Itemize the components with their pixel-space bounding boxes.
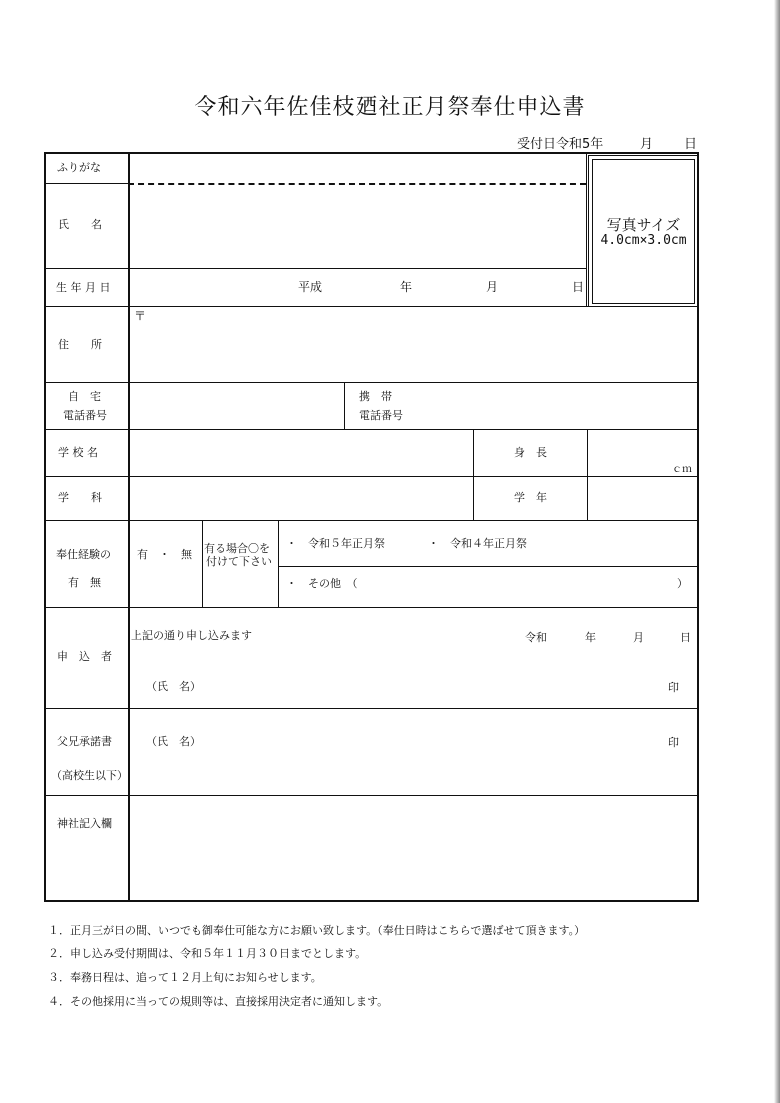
dept-label: 学 科 xyxy=(58,491,102,504)
guardian-seal: 印 xyxy=(668,736,679,749)
experience-close-paren: ） xyxy=(677,577,688,590)
receipt-month: 月 xyxy=(640,137,654,152)
address-label: 住 所 xyxy=(58,338,102,351)
experience-yes-no: 有 ・ 無 xyxy=(137,548,192,561)
applicant-day: 日 xyxy=(680,631,691,644)
birthday-era: 平成 xyxy=(298,280,323,294)
grade-label: 学 年 xyxy=(514,491,547,504)
applicant-statement: 上記の通り申し込みます xyxy=(131,629,252,642)
note-1: １．正月三が日の間、いつでも御奉仕可能な方にお願い致します。（奉仕日時はこちらで選ばせて頂きます。） xyxy=(48,924,586,937)
experience-choice-r5: ・ 令和５年正月祭 xyxy=(286,537,385,550)
note-2: ２．申し込み受付期間は、令和５年１１月３０日までとします。 xyxy=(48,947,367,960)
experience-label-2: 有 無 xyxy=(68,576,101,589)
furigana-label: ふりがな xyxy=(57,161,101,174)
home-phone-label-2: 電話番号 xyxy=(63,409,107,422)
applicant-name-label: （氏 名） xyxy=(146,680,201,693)
mobile-phone-label-2: 電話番号 xyxy=(359,409,403,422)
applicant-month: 月 xyxy=(633,631,644,644)
birthday-year: 年 xyxy=(400,280,413,294)
applicant-year: 年 xyxy=(585,631,596,644)
applicant-label: 申 込 者 xyxy=(57,650,112,663)
scan-edge-shadow xyxy=(774,0,780,1103)
home-phone-label-1: 自 宅 xyxy=(68,390,101,403)
shrine-use-label: 神社記入欄 xyxy=(57,817,112,830)
guardian-sub-label: （高校生以下） xyxy=(51,769,128,782)
birthday-month: 月 xyxy=(486,280,499,294)
applicant-seal: 印 xyxy=(668,681,679,694)
height-label: 身 長 xyxy=(514,446,547,459)
note-3: ３．奉務日程は、追って１２月上旬にお知らせします。 xyxy=(48,971,322,984)
experience-note-1: 有る場合〇を xyxy=(204,542,270,555)
applicant-era: 令和 xyxy=(525,631,547,644)
guardian-label: 父兄承諾書 xyxy=(57,735,112,748)
height-unit: ｃｍ xyxy=(672,464,692,475)
birthday-day: 日 xyxy=(572,280,585,294)
experience-choice-other: ・ その他 （ xyxy=(286,577,358,590)
photo-size-label: 写真サイズ xyxy=(606,216,681,234)
guardian-name-label: （氏 名） xyxy=(146,735,201,748)
experience-note-2: 付けて下さい xyxy=(206,555,272,568)
photo-size-dimensions: 4.0cm×3.0cm xyxy=(600,233,687,248)
note-4: ４．その他採用に当っての規則等は、直接採用決定者に通知します。 xyxy=(48,995,389,1008)
experience-label-1: 奉仕経験の xyxy=(56,548,111,561)
receipt-day: 日 xyxy=(684,137,698,152)
receipt-date-label: 受付日令和5年 xyxy=(517,137,604,152)
name-label: 氏 名 xyxy=(58,218,102,231)
mobile-phone-label-1: 携 帯 xyxy=(359,390,392,403)
school-label: 学 校 名 xyxy=(58,446,98,459)
page-title: 令和六年佐佳枝廼社正月祭奉仕申込書 xyxy=(194,95,586,120)
postal-mark: 〒 xyxy=(134,309,147,323)
experience-choice-r4: ・ 令和４年正月祭 xyxy=(428,537,527,550)
birthday-label: 生 年 月 日 xyxy=(56,281,111,294)
